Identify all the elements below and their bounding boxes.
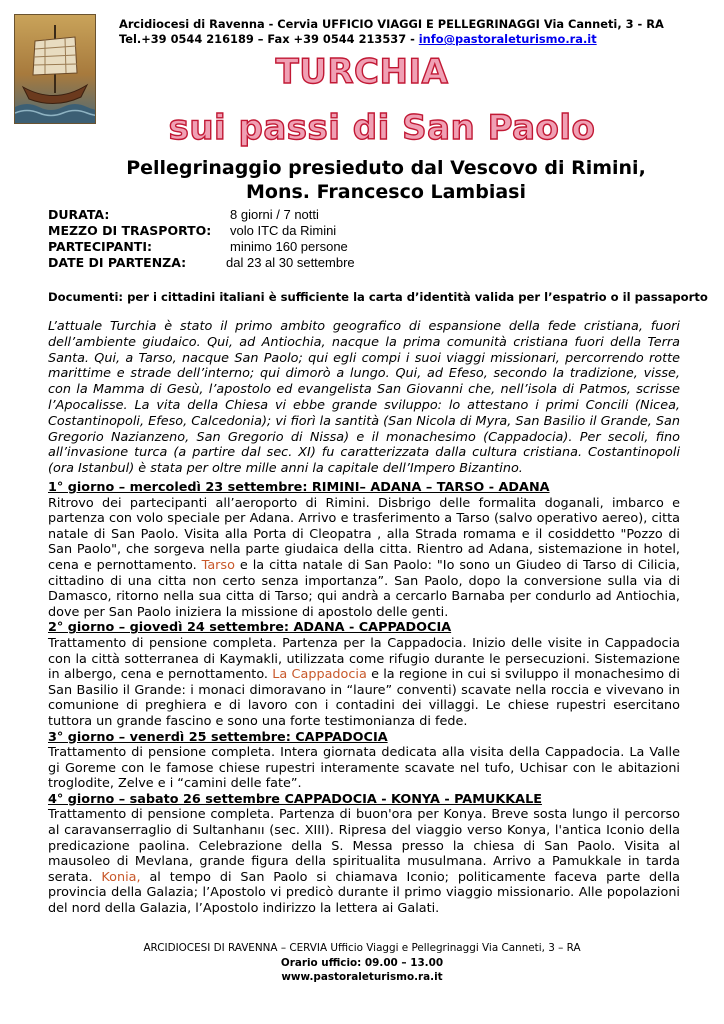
intro-paragraph: L’attuale Turchia è stato il primo ambito geografico di espansione della fede cristiana, fuori dell’ambiente giudaico. Qui, ad Antiochia, nacque la prima comunità cristiana fuori della Terra Santa. Qui, a Tarso, nacque San Paolo; qui egli compi i suoi viaggi missionari, percorrendo rotte marittime e strade dell’interno; qui dimorò a lungo. Qui, ad Efeso, secondo la tradizione, visse, con la Mamma di Gesù, l’apostolo ed evangelista San Giovanni che, nell’isola di Patmos, scrisse l’Apocalisse. La vita della Chiesa vi ebbe grande sviluppo: lo attestano i primi Concili (Nicea, Costantinopoli, Efeso, Calcedonia); vi fiorì la santità (San Nicola di Myra, San Basilio il Grande, San Gregorio Nazianzeno, San Gregorio di Nissa) e il monachesimo (Cappadocia). Per secoli, fino all’invasione turca (a partire dal sec. XI) fu caratterizzata dalla cultura cristiana. Costantinopoli (ora Istanbul) è stata per oltre mille anni la capitale dell’Impero Bizantino.: [48, 319, 680, 477]
day-4-heading: 4° giorno – sabato 26 settembre CAPPADOCIA - KONYA - PAMUKKALE: [48, 791, 542, 807]
title-line-2: sui passi di San Paolo: [168, 108, 596, 148]
footer-website-link[interactable]: www.pastoraleturismo.ra.it: [281, 971, 443, 983]
day-2-text-b: e la regione in cui si sviluppo il monachesimo di San Basilio il Grande: i monaci dimoravano in “laure” conventi) scavate nella roccia e vivevano in comunione di preghiera e di lavoro con i contadini dei villaggi. Le chiese rupestri esercitano tuttora un grande fascino e sono una forte testimonianza di fede.: [48, 667, 680, 729]
footer-address: ARCIDIOCESI DI RAVENNA – CERVIA Ufficio Viaggi e Pellegrinaggi Via Canneti, 3 – RA: [143, 942, 581, 954]
info-value-dates: dal 23 al 30 settembre: [226, 255, 355, 270]
day-1-text-b: e la citta natale di San Paolo: "Io sono un Giudeo di Tarso di Cilicia, cittadino di una citta non certo senza importanza”. San Paolo, dopo la conversione sulla via di Damasco, ritorno nella sua citta di Tarso; qui andrà a cercarlo Barnaba per condurlo ad Antiochia, dove per San Paolo iniziera la missione di apostolo delle genti.: [48, 557, 680, 620]
footer-office-hours: Orario ufficio: 09.00 – 13.00: [280, 957, 444, 969]
day-2-text-a: Trattamento di pensione completa. Partenza per la Cappadocia. Inizio delle visite in Cappadocia con la città sotterranea di Kaymakli, utilizzata come rifugio durante le persecuzioni. Sistemazione in albergo, cena e pernottamento.: [48, 635, 680, 683]
day-3-heading: 3° giorno – venerdì 25 settembre: CAPPADOCIA: [48, 729, 388, 745]
header-address-line: Arcidiocesi di Ravenna - Cervia UFFICIO VIAGGI E PELLEGRINAGGI Via Canneti, 3 - RA: [119, 17, 664, 31]
info-value-participants: minimo 160 persone: [230, 239, 348, 254]
day-4-text-b: al tempo di San Paolo si chiamava Iconio; politicamente faceva parte della provincia della Galazia; l’Apostolo vi predicò durante il primo viaggio missionario. Alle popolazioni del nord della Galazia, l’Apostolo indirizzo la lettera ai Galati.: [48, 869, 680, 917]
subtitle-line-2: Mons. Francesco Lambiasi: [246, 181, 526, 203]
day-1-text-a: Ritrovo dei partecipanti all’aeroporto di Rimini. Disbrigo delle formalita doganali, imbarco e partenza con volo speciale per Adana. Arrivo e trasferimento a Tarso (salvo operativo aereo), citta natale di San Paolo. Visita alla Porta di Cleopatra , alla Strada romama e il cosiddetto "Pozzo di San Paolo", che sorgeva nella parte giudaica della citta. Rientro ad Adana, sistemazione in hotel, cena e pernottamento.: [48, 495, 680, 573]
itinerary: [48, 480, 680, 917]
day-2-highlight: La Cappadocia: [272, 667, 367, 683]
header-email-link[interactable]: info@pastoraleturismo.ra.it: [418, 32, 597, 46]
day-1-highlight: Tarso: [201, 557, 235, 573]
day-4-highlight: Konia,: [101, 869, 141, 885]
day-2-heading: 2° giorno – giovedì 24 settembre: ADANA - CAPPADOCIA: [48, 620, 452, 636]
title-line-1: TURCHIA: [275, 52, 449, 92]
info-label-transport: MEZZO DI TRASPORTO:: [48, 223, 212, 238]
day-4-body: [48, 807, 680, 916]
info-label-participants: PARTECIPANTI:: [48, 239, 152, 254]
info-label-duration: DURATA:: [48, 207, 110, 222]
day-4-text-a: Trattamento di pensione completa. Partenza di buon'ora per Konya. Breve sosta lungo il percorso al caravanserraglio di Sultanhanıı (sec. XIII). Ripresa del viaggio verso Konya, l'antica Iconio della predicazione paolina. Celebrazione della S. Messa presso la chiesa di San Paolo. Visita al mausoleo di Mevlana, grande figura della spiritualita musulmana. Arrivo a Pamukkale in tarda serata.: [48, 807, 680, 885]
subtitle-line-1: Pellegrinaggio presieduto dal Vescovo di Rimini,: [126, 157, 646, 179]
info-value-transport: volo ITC da Rimini: [230, 223, 337, 238]
day-1-heading: 1° giorno – mercoledì 23 settembre: RIMINI– ADANA – TARSO - ADANA: [48, 480, 550, 495]
day-1-body: [48, 496, 680, 621]
header-contact-line: [119, 32, 597, 46]
day-3-body: Trattamento di pensione completa. Intera giornata dedicata alla visita della Cappadocia. La Valle gi Goreme con le famose chiese rupestri interamente scavate nel tufo, Uchisar con le abitazioni troglodite, Zelve e i “camini delle fate”.: [48, 745, 680, 792]
info-value-duration: 8 giorni / 7 notti: [230, 207, 319, 222]
header-phone-fax: Tel.+39 0544 216189 – Fax +39 0544 213537 -: [119, 32, 419, 46]
documents-note: Documenti: per i cittadini italiani è sufficiente la carta d’identità valida per l’espatrio o il passaporto: [48, 290, 708, 304]
day-2-body: [48, 636, 680, 730]
info-label-dates: DATE DI PARTENZA:: [48, 255, 187, 270]
